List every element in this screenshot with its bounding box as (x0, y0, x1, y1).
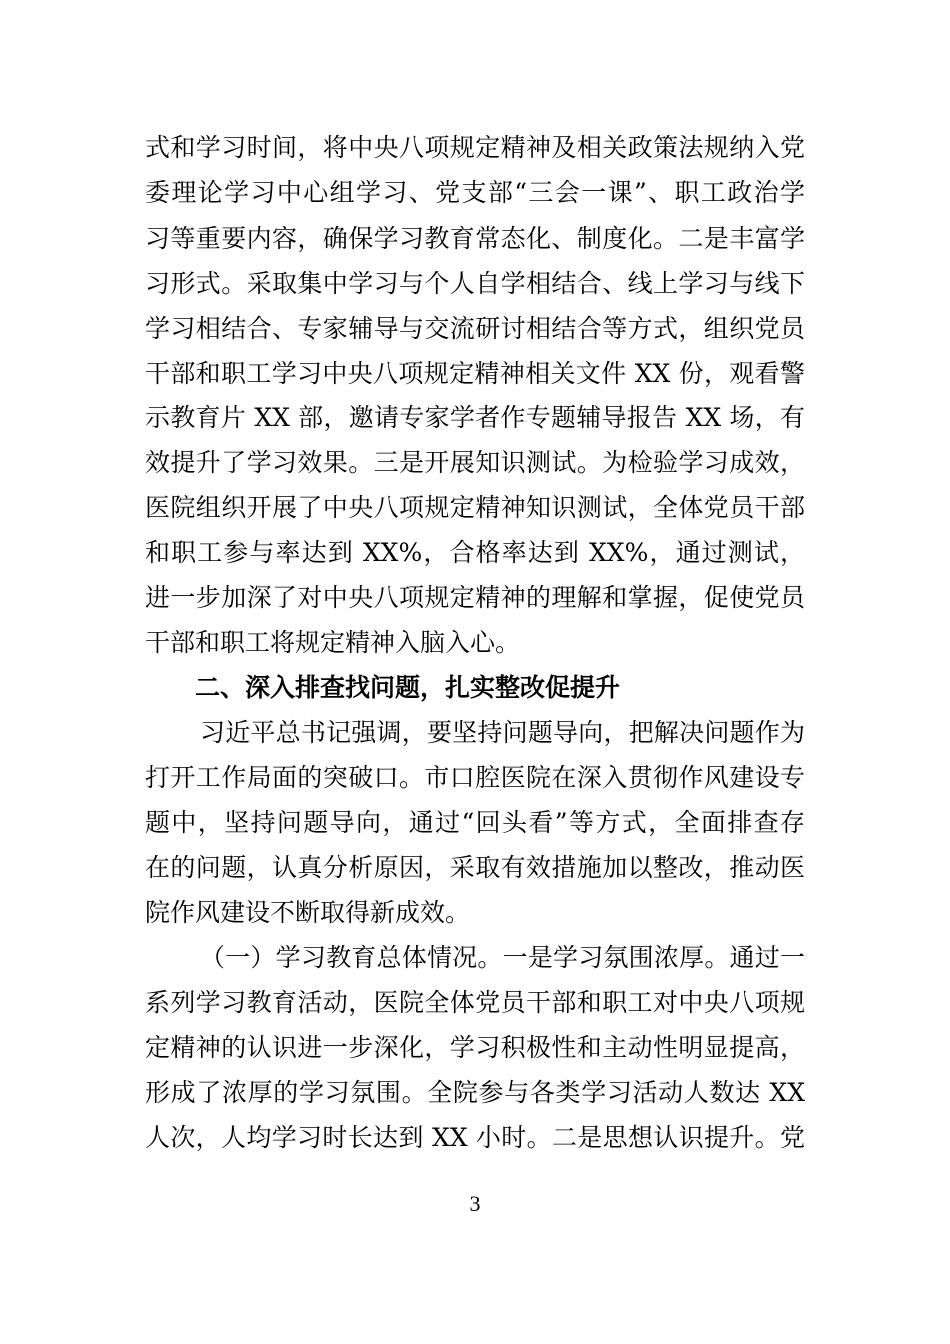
paragraph-3-line-5: 人次，人均学习时长达到 XX 小时。二是思想认识提升。党 (145, 1123, 805, 1152)
paragraph-1-line-4: 习形式。采取集中学习与个人自学相结合、线上学习与线下 (145, 269, 805, 298)
paragraph-1-line-11: 进一步加深了对中央八项规定精神的理解和掌握，促使党员 (145, 583, 805, 612)
paragraph-1-line-5: 学习相结合、专家辅导与交流研讨相结合等方式，组织党员 (145, 314, 805, 343)
paragraph-3-line-4: 形成了浓厚的学习氛围。全院参与各类学习活动人数达 XX (145, 1078, 805, 1107)
paragraph-1-line-3: 习等重要内容，确保学习教育常态化、制度化。二是丰富学 (145, 224, 805, 253)
paragraph-1-line-2: 委理论学习中心组学习、党支部“三会一课”、职工政治学 (145, 178, 805, 207)
section-heading: 二、深入排查找问题，扎实整改促提升 (195, 673, 621, 702)
paragraph-3-line-1: （一）学习教育总体情况。一是学习氛围浓厚。通过一 (200, 943, 805, 972)
paragraph-1-line-6: 干部和职工学习中央八项规定精神相关文件 XX 份，观看警 (145, 359, 805, 388)
paragraph-1-line-9: 医院组织开展了中央八项规定精神知识测试，全体党员干部 (145, 493, 805, 522)
paragraph-1-line-12: 干部和职工将规定精神入脑入心。 (145, 628, 521, 657)
paragraph-2-line-1: 习近平总书记强调，要坚持问题导向，把解决问题作为 (200, 718, 805, 747)
paragraph-2-line-5: 院作风建设不断取得新成效。 (145, 898, 471, 927)
paragraph-1-line-8: 效提升了学习效果。三是开展知识测试。为检验学习成效， (145, 448, 805, 477)
paragraph-1-line-7: 示教育片 XX 部，邀请专家学者作专题辅导报告 XX 场，有 (145, 403, 805, 432)
paragraph-2-line-2: 打开工作局面的突破口。市口腔医院在深入贯彻作风建设专 (145, 763, 805, 792)
paragraph-1-line-10: 和职工参与率达到 XX%，合格率达到 XX%，通过测试， (145, 538, 805, 567)
paragraph-1-line-1: 式和学习时间，将中央八项规定精神及相关政策法规纳入党 (145, 133, 805, 162)
paragraph-3-line-2: 系列学习教育活动，医院全体党员干部和职工对中央八项规 (145, 988, 805, 1017)
page-number: 3 (469, 1191, 481, 1216)
paragraph-2-line-3: 题中，坚持问题导向，通过“回头看”等方式，全面排查存 (145, 808, 805, 837)
paragraph-2-line-4: 在的问题，认真分析原因，采取有效措施加以整改，推动医 (145, 853, 805, 882)
paragraph-3-line-3: 定精神的认识进一步深化，学习积极性和主动性明显提高， (145, 1033, 805, 1062)
